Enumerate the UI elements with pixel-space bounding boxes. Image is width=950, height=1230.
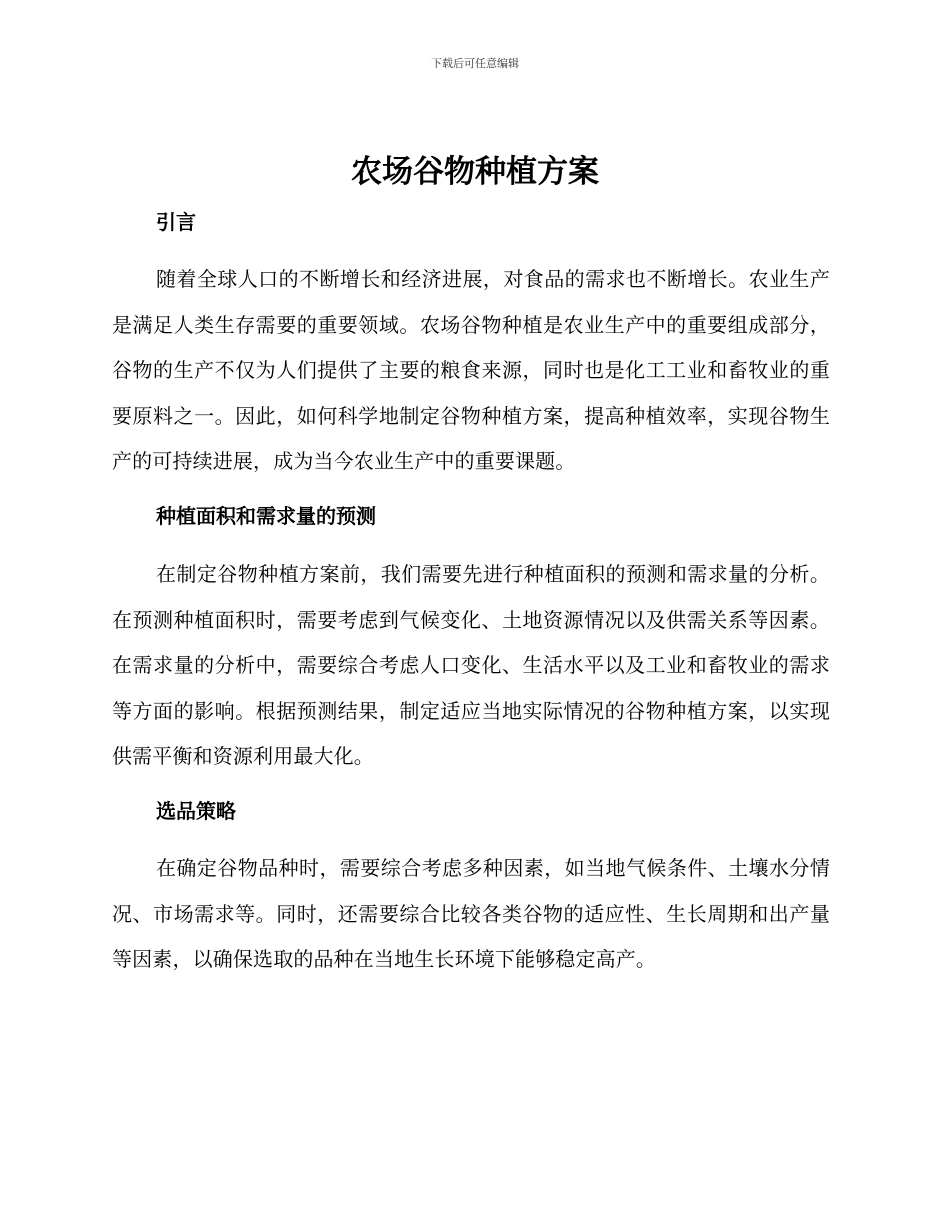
section-heading-introduction: 引言	[156, 210, 196, 234]
section-body-forecast: 在制定谷物种植方案前，我们需要先进行种植面积的预测和需求量的分析。在预测种植面积时，需要考虑到气候变化、土地资源情况以及供需关系等因素。在需求量的分析中，需要综合考虑人口变化、生活水平以及工业和畜牧业的需求等方面的影响。根据预测结果，制定适应当地实际情况的谷物种植方案，以实现供需平衡和资源利用最大化。	[112, 562, 830, 768]
header-note: 下载后可任意编辑	[431, 57, 519, 70]
section-heading-variety-strategy: 选品策略	[156, 799, 236, 823]
section-body-introduction: 随着全球人口的不断增长和经济进展，对食品的需求也不断增长。农业生产是满足人类生存需要的重要领域。农场谷物种植是农业生产中的重要组成部分，谷物的生产不仅为人们提供了主要的粮食来源，同时也是化工工业和畜牧业的重要原料之一。因此，如何科学地制定谷物种植方案，提高种植效率，实现谷物生产的可持续进展，成为当今农业生产中的重要课题。	[112, 267, 830, 473]
document-title: 农场谷物种植方案	[351, 154, 599, 190]
section-heading-forecast: 种植面积和需求量的预测	[156, 504, 376, 528]
section-body-variety-strategy: 在确定谷物品种时，需要综合考虑多种因素，如当地气候条件、土壤水分情况、市场需求等。同时，还需要综合比较各类谷物的适应性、生长周期和出产量等因素，以确保选取的品种在当地生长环境下能够稳定高产。	[112, 856, 830, 971]
